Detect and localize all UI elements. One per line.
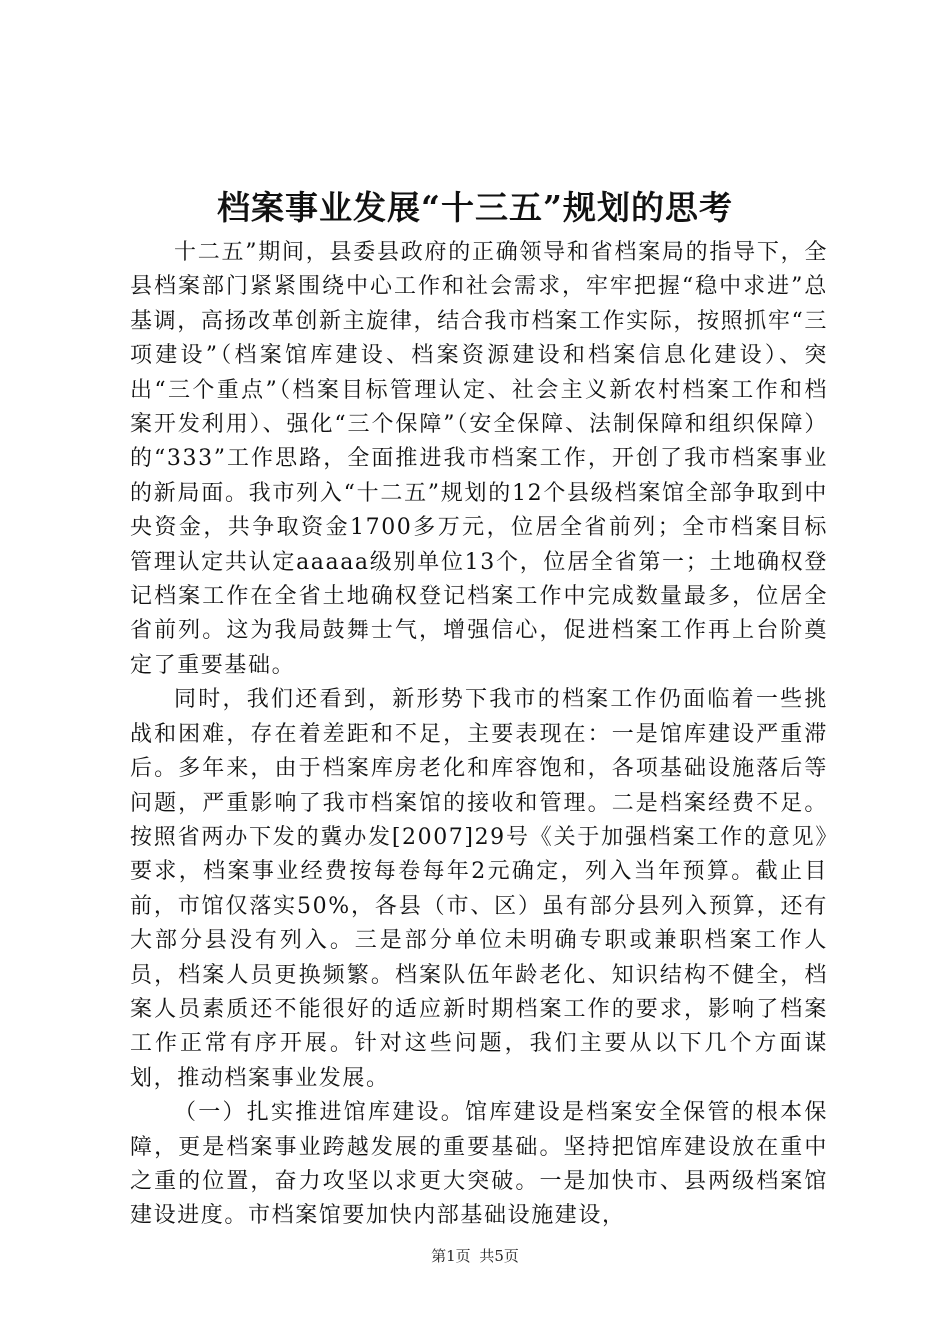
paragraph-3: （一）扎实推进馆库建设。馆库建设是档案安全保管的根本保障，更是档案事业跨越发展的重要基础。坚持把馆库建设放在重中之重的位置，奋力攻坚以求更大突破。一是加快市、县两级档案馆建设进度。市档案馆要加快内部基础设施建设， [130, 1100, 828, 1229]
page-footer [0, 1246, 950, 1266]
paragraph-1: 十二五”期间，县委县政府的正确领导和省档案局的指导下，全县档案部门紧紧围绕中心工作和社会需求，牢牢把握“稳中求进”总基调，高扬改革创新主旋律，结合我市档案工作实际，按照抓牢“三项建设”（档案馆库建设、档案资源建设和档案信息化建设）、突出“三个重点”（档案目标管理认定、社会主义新农村档案工作和档案开发利用）、强化“三个保障”（安全保障、法制保障和组织保障）的“333”工作思路，全面推进我市档案工作，开创了我市档案事业的新局面。我市列入“十二五”规划的12个县级档案馆全部争取到中央资金，共争取资金1700多万元，位居全省前列；全市档案目标管理认定共认定aaaaa级别单位13个，位居全省第一；土地确权登记档案工作在全省土地确权登记档案工作中完成数量最多，位居全省前列。这为我局鼓舞士气，增强信心，促进档案工作再上台阶奠定了重要基础。 [130, 240, 828, 678]
paragraph-2: 同时，我们还看到，新形势下我市的档案工作仍面临着一些挑战和困难，存在着差距和不足，主要表现在：一是馆库建设严重滞后。多年来，由于档案库房老化和库容饱和，各项基础设施落后等问题，严重影响了我市档案馆的接收和管理。二是档案经费不足。按照省两办下发的冀办发[2007]29号《关于加强档案工作的意见》要求，档案事业经费按每卷每年2元确定，列入当年预算。截止目前，市馆仅落实50%，各县（市、区）虽有部分县列入预算，还有大部分县没有列入。三是部分单位未明确专职或兼职档案工作人员，档案人员更换频繁。档案队伍年龄老化、知识结构不健全，档案人员素质还不能很好的适应新时期档案工作的要求，影响了档案工作正常有序开展。针对这些问题，我们主要从以下几个方面谋划，推动档案事业发展。 [130, 687, 828, 1091]
document-body [130, 236, 828, 1234]
page-total: 共5页 [479, 1247, 519, 1265]
document-title: 档案事业发展“十三五”规划的思考 [217, 188, 733, 227]
page-number: 第1页 [431, 1247, 471, 1265]
